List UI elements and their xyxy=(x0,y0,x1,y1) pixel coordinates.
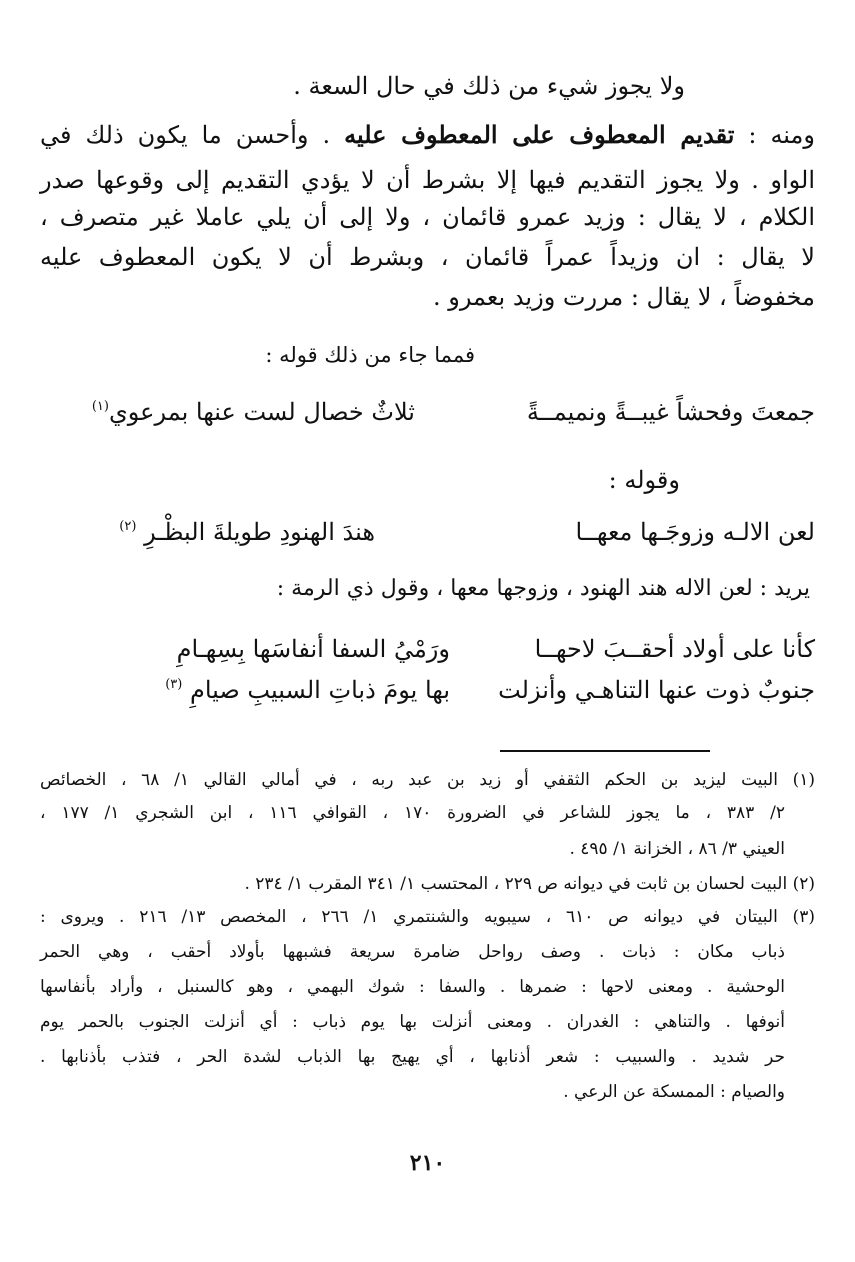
footnote-2-line-1: (٢) البيت لحسان بن ثابت في ديوانه ص ٢٢٩ ، المحتسب ١/ ٣٤١ المقرب ١/ ٢٣٤ . xyxy=(244,874,815,894)
footnote-3-line-2: ذباب مكان : ذبات . وصف رواحل ضامرة سريعة فشبهها بأولاد أحقب ، وهي الحمر xyxy=(40,942,785,962)
footnote-ref-2: (٢) xyxy=(119,519,137,534)
footnote-3-line-6: والصيام : الممسكة عن الرعي . xyxy=(563,1082,785,1102)
verse-4-first-hemistich: جنوبٌ ذوت عنها التناهـي وأنزلت xyxy=(498,676,815,704)
footnote-1-line-3: العيني ٣/ ٨٦ ، الخزانة ١/ ٤٩٥ . xyxy=(569,839,785,859)
footnote-ref-3: (٣) xyxy=(165,677,183,692)
verse-4-second-text: بها يومَ ذباتِ السبيبِ صيامِ xyxy=(189,676,450,704)
footnote-1-line-2: ٢/ ٣٨٣ ، ما يجوز للشاعر في الضرورة ١٧٠ ، القوافي ١١٦ ، ابن الشجري ١/ ١٧٧ ، xyxy=(40,803,785,823)
para-rest: . وأحسن ما يكون ذلك في xyxy=(40,121,345,149)
footnote-1-line-1: (١) البيت ليزيد بن الحكم الثقفي أو زيد بن عبد ربه ، في أمالي القالي ١/ ٦٨ ، الخصائص xyxy=(40,770,815,790)
verse-3-second-hemistich: ورَمْيُ السفا أنفاسَها بِسِهـامِ xyxy=(176,635,450,663)
body-line-4: الكلام ، لا يقال : وزيد عمرو قائمان ، ولا إلى أن يلي عاملا غير متصرف ، xyxy=(40,203,815,231)
para-heading: تقديم المعطوف على المعطوف عليه xyxy=(344,120,735,149)
body-line-6: مخفوضاً ، لا يقال : مررت وزيد بعمرو . xyxy=(432,283,815,311)
verse-3-first-hemistich: كأنا على أولاد أحقــبَ لاحهــا xyxy=(534,635,815,663)
verse-2-second-text: هندَ الهنودِ طويلةَ البظْـرِ xyxy=(144,518,375,546)
verse-1-second-text: ثلاثٌ خصال لست عنها بمرعوي xyxy=(108,398,415,426)
verse-1-first-hemistich: جمعتَ وفحشاً غيبــةً ونميمــةً xyxy=(526,398,815,426)
footnote-3-line-4: أنوفها . والتناهي : الغدران . ومعنى أنزلت بها يوم ذباب : أي أنزلت الجنوب بالحمر يوم xyxy=(40,1012,785,1032)
body-line-2 xyxy=(40,120,815,149)
body-line-5: لا يقال : ان وزيداً عمراً قائمان ، وبشرط أن لا يكون المعطوف عليه xyxy=(40,243,815,271)
footnote-divider xyxy=(500,750,710,752)
verse-2-first-hemistich: لعن الالـه وزوجَـها معهــا xyxy=(575,518,815,546)
verse-intro-1: فمما جاء من ذلك قوله : xyxy=(265,343,475,367)
verse-4-second-hemistich xyxy=(165,676,450,704)
verse-2-second-hemistich xyxy=(119,518,375,546)
footnote-3-line-5: حر شديد . والسبيب : شعر أذنابها ، أي يهيج بها الذباب لشدة الحر ، فتذب بأذنابها . xyxy=(40,1047,785,1067)
explanation-line: يريد : لعن الاله هند الهنود ، وزوجها معها ، وقول ذي الرمة : xyxy=(276,576,810,601)
body-line-3: الواو . ولا يجوز التقديم فيها إلا بشرط أن لا يؤدي التقديم إلى وقوعها صدر xyxy=(40,166,815,194)
footnote-3-line-3: الوحشية . ومعنى لاحها : ضمرها . والسفا : شوك البهمي ، وهو كالسنبل ، وأراد بأنفاسها xyxy=(40,977,785,997)
para-lead: ومنه : xyxy=(734,121,815,149)
footnote-ref-1: (١) xyxy=(91,399,109,414)
verse-1-second-hemistich xyxy=(92,398,415,426)
verse-intro-2: وقوله : xyxy=(608,466,680,494)
body-line-1: ولا يجوز شيء من ذلك في حال السعة . xyxy=(293,72,685,100)
footnote-3-line-1: (٣) البيتان في ديوانه ص ٦١٠ ، سيبويه والشنتمري ١/ ٢٦٦ ، المخصص ١٣/ ٢١٦ . ويروى : xyxy=(40,907,815,927)
page-number: ٢١٠ xyxy=(409,1150,446,1176)
